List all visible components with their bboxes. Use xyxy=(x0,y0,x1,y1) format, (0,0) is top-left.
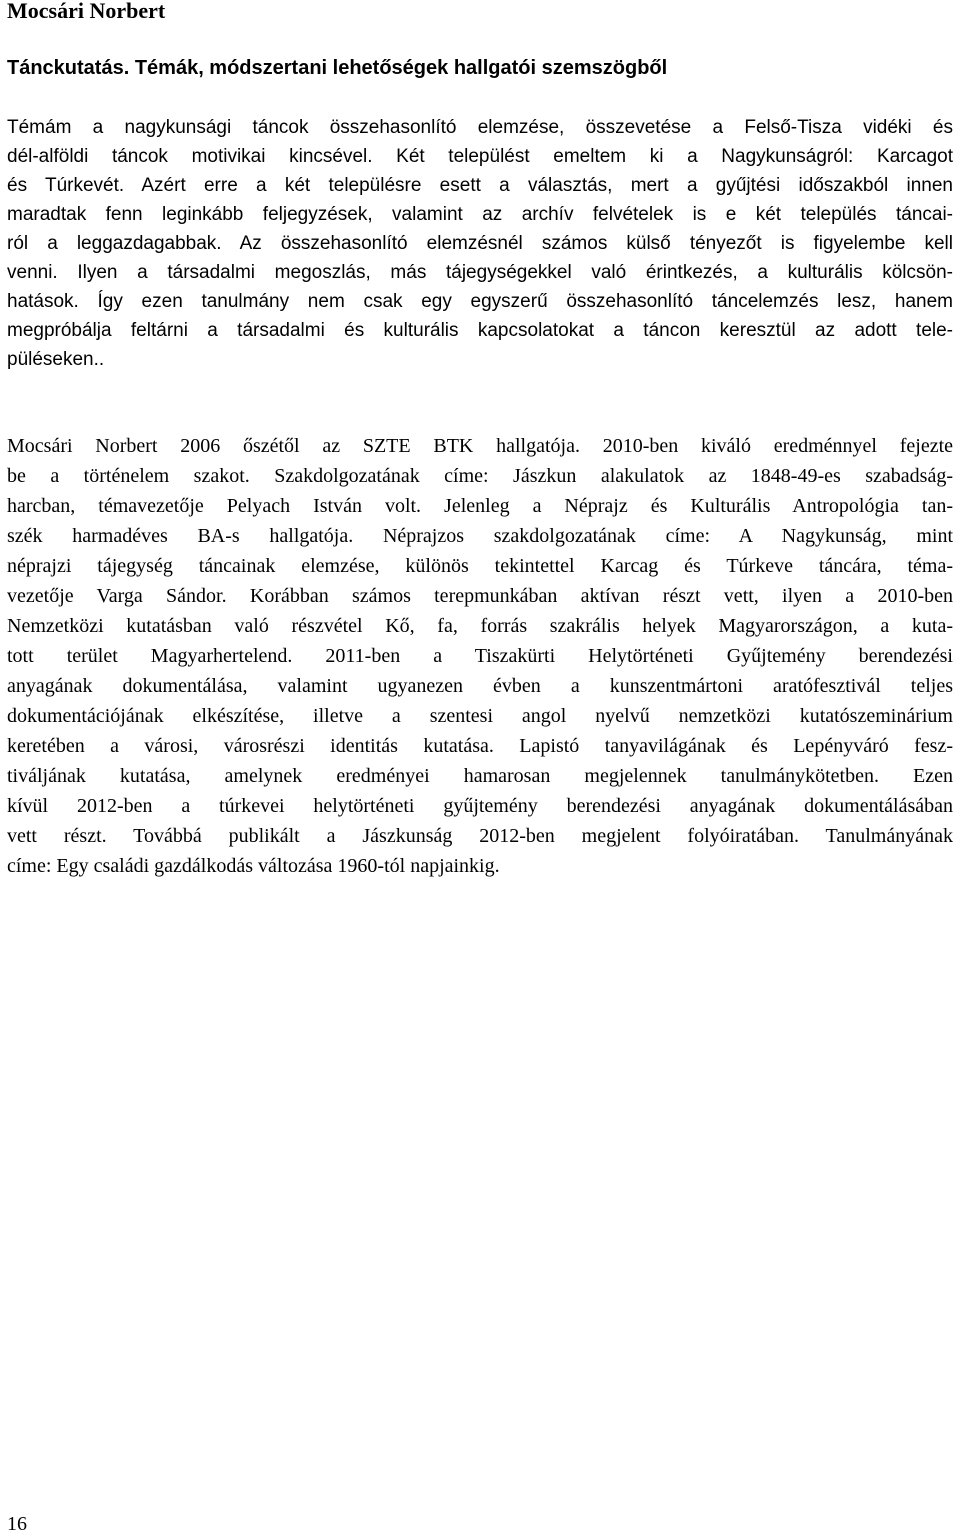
paragraph-line: hatások. Így ezen tanulmány nem csak egy egyszerű összehasonlító táncelemzés lesz, hanem xyxy=(7,291,953,312)
paragraph-line: be a történelem szakot. Szakdolgozatának címe: Jászkun alakulatok az 1848-49-es szabadság- xyxy=(7,465,953,487)
paragraph-line: kívül 2012-ben a túrkevei helytörténeti gyűjtemény berendezési anyagának dokumentálásában xyxy=(7,795,953,817)
paragraph-line: címe: Egy családi gazdálkodás változása 1960-tól napjainkig. xyxy=(7,855,500,877)
paragraph-line: dokumentációjának elkészítése, illetve a szentesi angol nyelvű nemzetközi kutatószeminárium xyxy=(7,705,953,727)
paragraph-line: tott terület Magyarhertelend. 2011-ben a Tiszakürti Helytörténeti Gyűjtemény berendezési xyxy=(7,645,953,667)
paragraph-line: néprajzi tájegység táncainak elemzése, különös tekintettel Karcag és Túrkeve táncára, téma- xyxy=(7,555,953,577)
page-number: 16 xyxy=(7,1513,27,1535)
paragraph-line: harcban, témavezetője Pelyach István volt. Jelenleg a Néprajz és Kulturális Antropológia tan- xyxy=(7,495,953,517)
paragraph-line: vezetője Varga Sándor. Korábban számos terepmunkában aktívan részt vett, ilyen a 2010-ben xyxy=(7,585,953,607)
paragraph-line: dél-alföldi táncok motivikai kincsével. Két települést emeltem ki a Nagykunságról: Karcagot xyxy=(7,146,953,167)
paragraph-topic xyxy=(7,113,953,374)
paragraph-line: megpróbálja feltárni a társadalmi és kulturális kapcsolatokat a táncon keresztül az adott tele- xyxy=(7,320,953,341)
paragraph-line: anyagának dokumentálása, valamint ugyanezen évben a kunszentmártoni aratófesztivál teljes xyxy=(7,675,953,697)
paragraph-line: maradtak fenn leginkább feljegyzések, valamint az archív felvételek is e két település táncai- xyxy=(7,204,953,225)
paragraph-line: szék harmadéves BA-s hallgatója. Néprajzos szakdolgozatának címe: A Nagykunság, mint xyxy=(7,525,953,547)
paragraph-line: püléseken.. xyxy=(7,349,105,370)
paragraph-line: ról a leggazdagabbak. Az összehasonlító elemzésnél számos külső tényezőt is figyelembe kell xyxy=(7,233,953,254)
paragraph-biography xyxy=(7,431,953,881)
paragraph-line: tiváljának kutatása, amelynek eredményei hamarosan megjelennek tanulmánykötetben. Ezen xyxy=(7,765,953,787)
paragraph-line: vett részt. Továbbá publikált a Jászkunság 2012-ben megjelent folyóiratában. Tanulmányának xyxy=(7,825,953,847)
paragraph-line: és Túrkevét. Azért erre a két településre esett a választás, mert a gyűjtési időszakból innen xyxy=(7,175,953,196)
paragraph-line: keretében a városi, városrészi identitás kutatása. Lapistó tanyavilágának és Lepényváró fesz- xyxy=(7,735,953,757)
paragraph-line: Mocsári Norbert 2006 őszétől az SZTE BTK hallgatója. 2010-ben kiváló eredménnyel fejezte xyxy=(7,435,953,457)
author-heading: Mocsári Norbert xyxy=(7,0,166,23)
paragraph-line: venni. Ilyen a társadalmi megoszlás, más tájegységekkel való érintkezés, a kulturális kölcsön- xyxy=(7,262,953,283)
paragraph-line: Témám a nagykunsági táncok összehasonlító elemzése, összevetése a Felső-Tisza vidéki és xyxy=(7,117,953,138)
article-title: Tánckutatás. Témák, módszertani lehetőségek hallgatói szemszögből xyxy=(7,57,668,79)
paragraph-line: Nemzetközi kutatásban való részvétel Kő, fa, forrás szakrális helyek Magyarországon, a kuta- xyxy=(7,615,953,637)
